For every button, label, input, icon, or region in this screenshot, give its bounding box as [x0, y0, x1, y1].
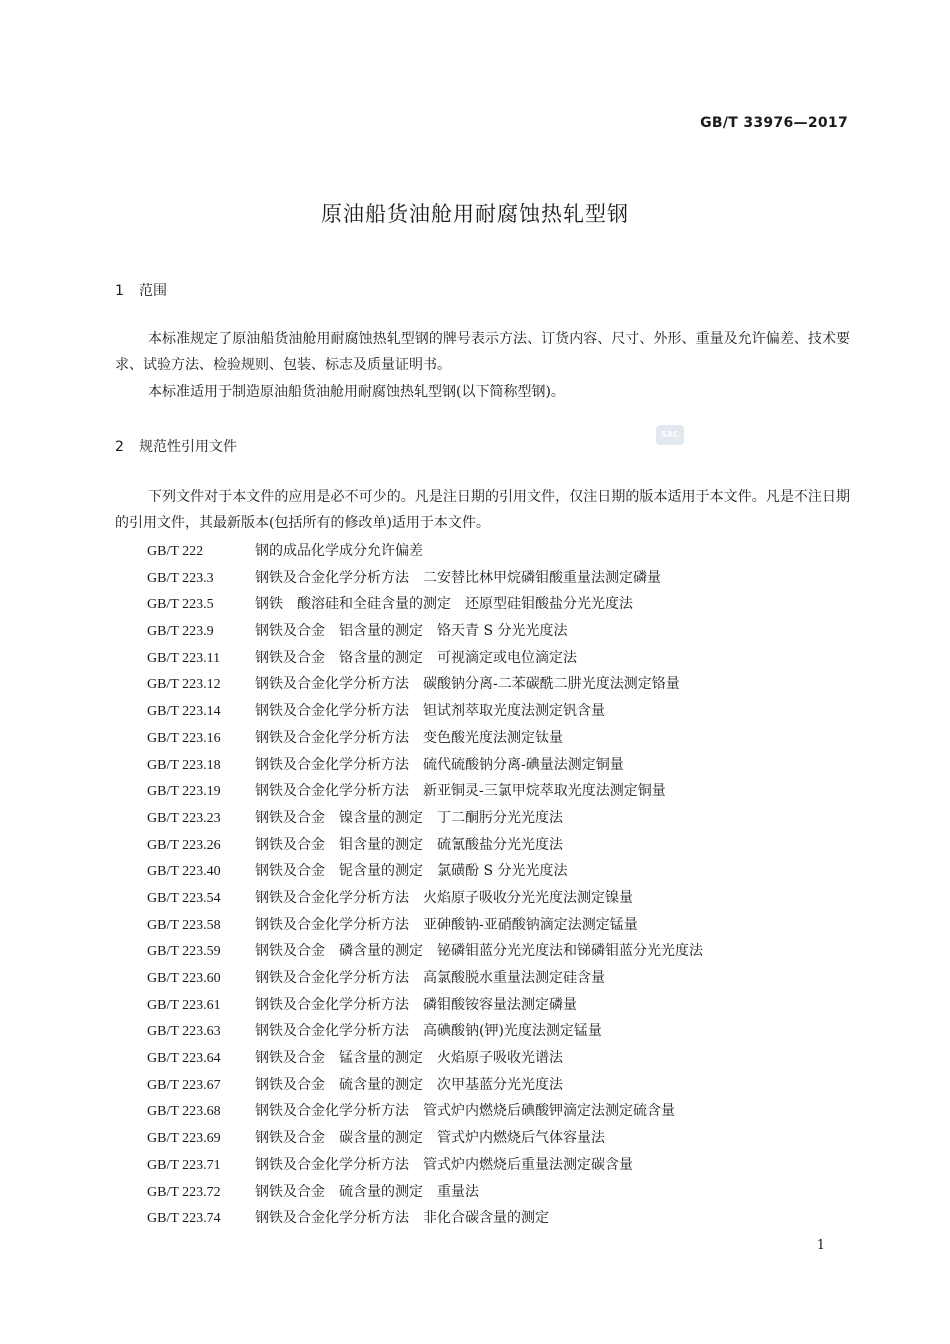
reference-title: 钢铁及合金化学分析方法 硫代硫酸钠分离-碘量法测定铜量: [255, 756, 624, 773]
reference-code: GB/T 223.58: [147, 917, 221, 933]
reference-code: GB/T 223.5: [147, 597, 214, 613]
reference-title: 钢铁及合金 铌含量的测定 氯磺酚 S 分光光度法: [255, 863, 568, 880]
list-item: [147, 538, 703, 565]
reference-title: 钢铁及合金 镍含量的测定 丁二酮肟分光光度法: [255, 809, 563, 826]
reference-code: GB/T 223.59: [147, 944, 221, 960]
list-item: [147, 1152, 703, 1179]
reference-code: GB/T 223.26: [147, 837, 221, 853]
list-item: [147, 671, 703, 698]
list-item: [147, 1179, 703, 1206]
reference-code: GB/T 222: [147, 544, 204, 559]
list-item: [147, 618, 703, 645]
reference-title: 钢铁及合金化学分析方法 新亚铜灵-三氯甲烷萃取光度法测定铜量: [255, 783, 666, 800]
reference-title: 钢铁及合金化学分析方法 管式炉内燃烧后碘酸钾滴定法测定硫含量: [255, 1103, 675, 1120]
reference-code: GB/T 223.68: [147, 1104, 221, 1120]
list-item: [147, 565, 703, 592]
reference-title: 钢铁及合金 磷含量的测定 铋磷钼蓝分光光度法和锑磷钼蓝分光光度法: [255, 943, 703, 960]
reference-code: GB/T 223.14: [147, 704, 221, 720]
list-item: [147, 965, 703, 992]
reference-title: 钢铁及合金化学分析方法 高氯酸脱水重量法测定硅含量: [255, 970, 605, 986]
reference-code: GB/T 223.40: [147, 864, 221, 880]
reference-code: GB/T 223.67: [147, 1077, 221, 1093]
normative-references-list: [147, 538, 703, 1232]
section-title: 规范性引用文件: [139, 439, 237, 455]
list-item: [147, 725, 703, 752]
list-item: [147, 885, 703, 912]
list-item: [147, 752, 703, 779]
list-item: [147, 698, 703, 725]
reference-title: 钢铁及合金 铝含量的测定 铬天青 S 分光光度法: [255, 623, 568, 640]
reference-code: GB/T 223.3: [147, 570, 214, 586]
reference-title: 钢铁及合金化学分析方法 磷钼酸铵容量法测定磷量: [255, 996, 577, 1013]
reference-code: GB/T 223.54: [147, 890, 221, 906]
section-heading-scope: [115, 280, 167, 300]
section-heading-references: [115, 436, 237, 456]
reference-code: GB/T 223.60: [147, 971, 221, 986]
list-item: [147, 1045, 703, 1072]
reference-title: 钢铁及合金 硫含量的测定 重量法: [255, 1183, 479, 1200]
reference-code: GB/T 223.69: [147, 1131, 221, 1147]
list-item: [147, 591, 703, 618]
list-item: [147, 832, 703, 859]
reference-title: 钢铁 酸溶硅和全硅含量的测定 还原型硅钼酸盐分光光度法: [255, 596, 633, 613]
list-item: [147, 1205, 703, 1232]
references-intro-paragraph: 下列文件对于本文件的应用是必不可少的。凡是注日期的引用文件，仅注日期的版本适用于本文件。凡是不注日期的引用文件，其最新版本(包括所有的修改单)适用于本文件。: [115, 489, 850, 531]
document-title: 原油船货油舱用耐腐蚀热轧型钢: [321, 202, 629, 226]
reference-title: 钢铁及合金化学分析方法 二安替比林甲烷磷钼酸重量法测定磷量: [255, 569, 661, 586]
reference-title: 钢铁及合金 锰含量的测定 火焰原子吸收光谱法: [255, 1050, 563, 1067]
reference-title: 钢铁及合金化学分析方法 非化合碳含量的测定: [255, 1210, 549, 1227]
section-title: 范围: [139, 283, 167, 299]
list-item: [147, 938, 703, 965]
list-item: [147, 778, 703, 805]
scope-paragraph-1: 本标准规定了原油船货油舱用耐腐蚀热轧型钢的牌号表示方法、订货内容、尺寸、外形、重量及允许偏差、技术要求、试验方法、检验规则、包装、标志及质量证明书。: [115, 331, 850, 373]
reference-code: GB/T 223.19: [147, 784, 221, 800]
reference-title: 钢铁及合金 碳含量的测定 管式炉内燃烧后气体容量法: [255, 1130, 605, 1147]
reference-code: GB/T 223.18: [147, 757, 221, 773]
reference-title: 钢铁及合金化学分析方法 火焰原子吸收分光光度法测定镍量: [255, 889, 633, 906]
list-item: [147, 1072, 703, 1099]
reference-code: GB/T 223.63: [147, 1024, 221, 1040]
standard-code: GB/T 33976—2017: [700, 115, 848, 131]
reference-title: 钢铁及合金化学分析方法 高碘酸钠(钾)光度法测定锰量: [255, 1023, 602, 1040]
sac-watermark-logo: SAC: [656, 425, 684, 445]
reference-code: GB/T 223.11: [147, 650, 221, 666]
reference-title: 钢铁及合金 铬含量的测定 可视滴定或电位滴定法: [255, 649, 577, 666]
reference-title: 钢铁及合金 硫含量的测定 次甲基蓝分光光度法: [255, 1076, 563, 1093]
list-item: [147, 1098, 703, 1125]
reference-title: 钢铁及合金化学分析方法 钽试剂萃取光度法测定钒含量: [255, 703, 605, 720]
list-item: [147, 805, 703, 832]
reference-title: 钢铁及合金化学分析方法 亚砷酸钠-亚硝酸钠滴定法测定锰量: [255, 916, 638, 933]
reference-code: GB/T 223.12: [147, 677, 221, 693]
list-item: [147, 858, 703, 885]
reference-title: 钢铁及合金化学分析方法 碳酸钠分离-二苯碳酰二肼光度法测定铬量: [255, 676, 680, 693]
reference-code: GB/T 223.64: [147, 1051, 221, 1067]
reference-code: GB/T 223.9: [147, 624, 214, 640]
reference-title: 钢的成品化学成分允许偏差: [255, 543, 423, 559]
section-number: 2: [115, 439, 124, 455]
page-number: 1: [816, 1238, 825, 1253]
list-item: [147, 645, 703, 672]
reference-code: GB/T 223.23: [147, 810, 221, 826]
list-item: [147, 992, 703, 1019]
list-item: [147, 1125, 703, 1152]
reference-title: 钢铁及合金化学分析方法 管式炉内燃烧后重量法测定碳含量: [255, 1156, 633, 1173]
reference-title: 钢铁及合金 钼含量的测定 硫氰酸盐分光光度法: [255, 836, 563, 853]
reference-title: 钢铁及合金化学分析方法 变色酸光度法测定钛量: [255, 729, 563, 746]
list-item: [147, 1018, 703, 1045]
reference-code: GB/T 223.16: [147, 730, 221, 746]
reference-code: GB/T 223.72: [147, 1184, 221, 1200]
list-item: [147, 912, 703, 939]
scope-paragraph-2: 本标准适用于制造原油船货油舱用耐腐蚀热轧型钢(以下简称型钢)。: [148, 384, 565, 400]
reference-code: GB/T 223.74: [147, 1211, 221, 1227]
reference-code: GB/T 223.61: [147, 997, 221, 1013]
section-number: 1: [115, 283, 124, 299]
reference-code: GB/T 223.71: [147, 1157, 221, 1173]
